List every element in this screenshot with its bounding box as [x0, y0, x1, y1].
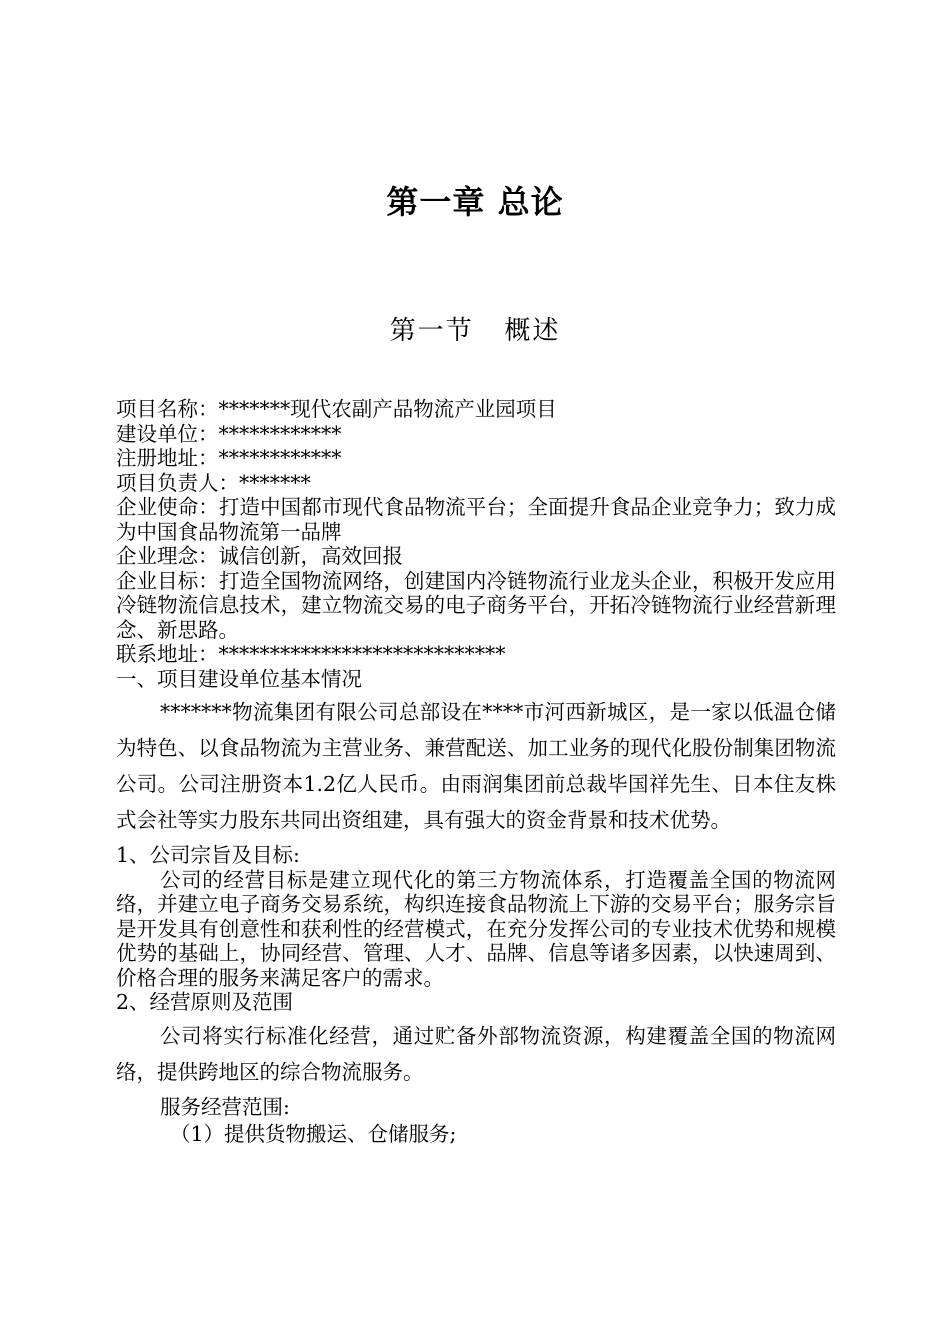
info-contact-address: 联系地址：**************************** [116, 642, 506, 666]
info-builder: 建设单位：************ [116, 421, 342, 446]
sub1-paragraph: 公司的经营目标是建立现代化的第三方物流体系，打造覆盖全国的物流网络，并建立电子商务交易系统，构织连接食品物流上下游的交易平台；服务宗旨是开发具有创意性和获利性的经营模式，在充分发挥公司的专业技术优势和规模优势的基础上，协同经营、管理、人才、品牌、信息等诸多因素，以快速周到、价格合理的服务来满足客户的需求。 [116, 867, 836, 990]
info-project-name: 项目名称：*******现代农副产品物流产业园项目 [116, 397, 557, 421]
service-item: （1）提供货物搬运、仓储服务; [170, 1122, 457, 1146]
part1-heading: 一、项目建设单位基本情况 [116, 666, 362, 691]
info-mission: 企业使命：打造中国都市现代食品物流平台；全面提升食品企业竞争力；致力成为中国食品物流第一品牌 [116, 495, 836, 544]
part1-paragraph: *******物流集团有限公司总部设在****市河西新城区，是一家以低温仓储为特色、以食品物流为主营业务、兼营配送、加工业务的现代化股份制集团物流公司。公司注册资本1.2亿人民币。由雨润集团前总裁毕国祥先生、日本住友株式会社等实力股东共同出资组建，具有强大的资金背景和技术优势。 [116, 700, 836, 832]
section-title: 第一节 概述 [389, 316, 561, 346]
info-philosophy: 企业理念：诚信创新，高效回报 [116, 544, 403, 568]
info-goal: 企业目标：打造全国物流网络，创建国内冷链物流行业龙头企业，积极开发应用冷链物流信息技术，建立物流交易的电子商务平台，开拓冷链物流行业经营新理念、新思路。 [116, 568, 836, 642]
sub2-heading: 2、经营原则及范围 [116, 990, 294, 1014]
sub2-paragraph: 公司将实行标准化经营，通过贮备外部物流资源，构建覆盖全国的物流网络，提供跨地区的综合物流服务。 [116, 1023, 836, 1084]
sub1-heading: 1、公司宗旨及目标: [116, 843, 300, 867]
document-body [116, 397, 836, 1149]
info-project-lead: 项目负责人：******* [116, 470, 311, 495]
chapter-title: 第一章 总论 [386, 183, 564, 221]
info-registered-address: 注册地址：************ [116, 446, 342, 470]
service-scope-heading: 服务经营范围: [160, 1094, 290, 1119]
